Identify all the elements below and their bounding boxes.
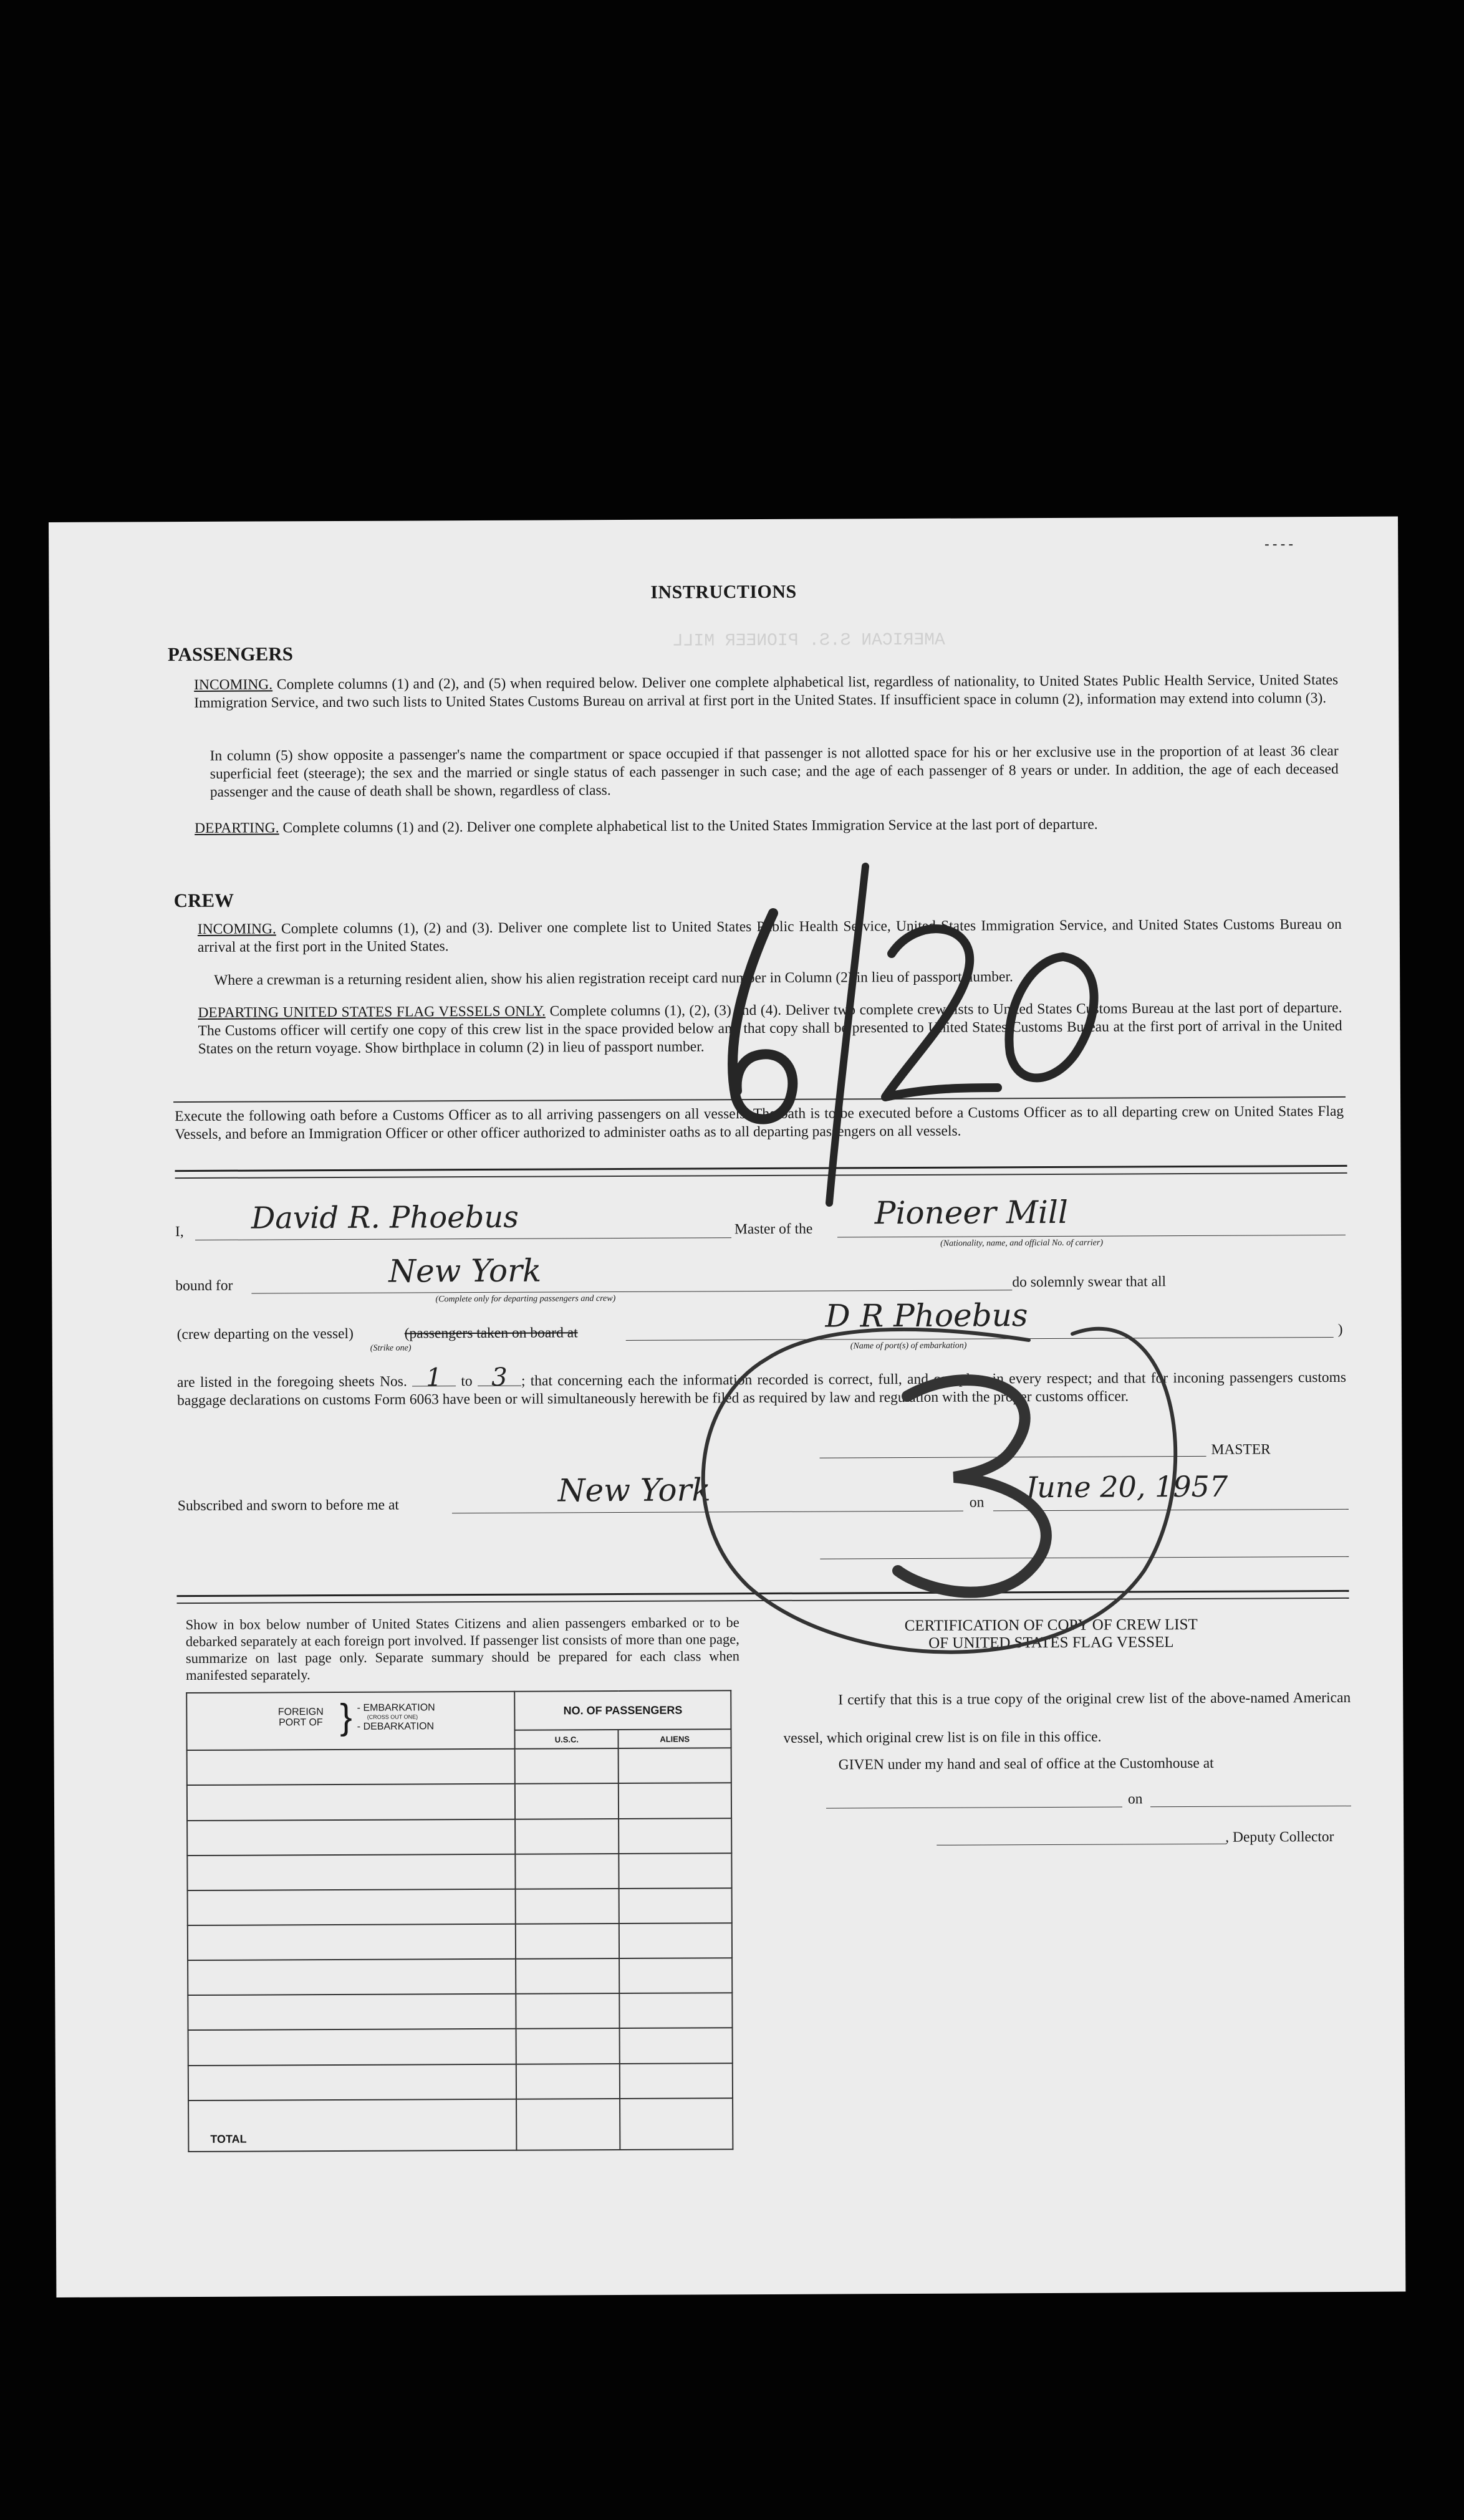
sheet-to: 3 (478, 1369, 521, 1386)
pencil-slash (829, 866, 865, 1203)
pencil-digit-3 (898, 1380, 1046, 1593)
subscribed-label: Subscribed and sworn to before me at (177, 1497, 399, 1515)
master-label: MASTER (1211, 1441, 1271, 1458)
certification-text-1: I certify that this is a true copy of the original crew list of the above-named American vessel, which original crew list is on file in this office. (783, 1689, 1351, 1746)
summary-text: Show in box below number of United States Citizens and alien passengers embarked or to be debarked separately at each foreign port involved. If passenger list consists of more than one page, summarize on last page only. Separate summary should be prepared for each class when manifested separately. (185, 1614, 740, 1684)
vessel-caption: (Nationality, name, and official No. of carrier) (940, 1238, 1104, 1248)
deputy-label: , Deputy Collector (1225, 1829, 1334, 1846)
certification-on-label: on (1127, 1791, 1143, 1808)
crew-departing-text: Complete columns (1), (2), (3) and (4). Deliver two complete crew lists to United States Customs Bureau at the last port of departure. The Customs officer will certify one copy of this crew list in the space provided below and that copy shall be presented to United States Customs Bureau at the first port of arrival in the United States on the return voyage. Show birthplace in column (2) in lieu of passport number. (198, 999, 1342, 1057)
sworn-on-label: on (969, 1494, 985, 1511)
oath-i-label: I, (175, 1224, 184, 1240)
aliens-header: ALIENS (619, 1729, 731, 1748)
pencil-digit-6 (733, 913, 792, 1119)
passengers-column5: In column (5) show opposite a passenger's name the compartment or space occupied if that passenger is not allotted space for his or her exclusive use in the proportion of at least 36 clear superficial feet (steerage); the sex and the married or single status of each passenger in such case; and the age of each passenger of 8 years or under. In addition, the age of each deceased passenger and the cause of death shall be shown, regardless of class. (209, 742, 1339, 800)
passengers-taken-text: (passengers taken on board at (404, 1325, 578, 1342)
embark-label: - EMBARKATION (357, 1702, 435, 1713)
swear-text: do solemnly swear that all (1012, 1273, 1167, 1291)
bound-for-value: New York (388, 1252, 542, 1290)
pencil-circle (703, 1329, 1175, 1652)
cross-out-label: (CROSS OUT ONE) (367, 1713, 418, 1720)
bleedthrough-text: AMERICAN S.S. PIONEER MILL (672, 630, 945, 651)
sheet-from: 1 (412, 1369, 456, 1386)
corner-mark: - - - - (1264, 535, 1294, 552)
total-label: TOTAL (188, 2099, 517, 2152)
crew-incoming-label: INCOMING. (197, 921, 276, 937)
port-value: D R Phoebus (825, 1297, 1028, 1334)
pencil-digit-0 (1009, 957, 1094, 1078)
strike-caption: (Strike one) (370, 1343, 412, 1353)
crew-incoming-text: Complete columns (1), (2) and (3). Deliver one complete list to United States Public Health Service, United States Immigration Service, and United States Customs Bureau on arrival at the first port in the United States. (197, 916, 1342, 956)
circled-number-mark (703, 1329, 1175, 1652)
bound-for-caption: (Complete only for departing passengers and crew) (435, 1294, 616, 1305)
certification-title-1: CERTIFICATION OF COPY OF CREW LIST (904, 1616, 1198, 1635)
to-label: to (461, 1373, 473, 1390)
certification-title-2: OF UNITED STATES FLAG VESSEL (928, 1634, 1174, 1652)
sworn-place: New York (557, 1472, 711, 1509)
pencil-digit-2 (885, 929, 998, 1097)
certification-text-2: GIVEN under my hand and seal of office at the Customhouse at (838, 1755, 1214, 1773)
crew-departing-label: DEPARTING UNITED STATES FLAG VESSELS ONLY. (198, 1003, 546, 1021)
port-caption: (Name of port(s) of embarkation) (850, 1341, 967, 1351)
debark-label: - DEBARKATION (357, 1720, 435, 1732)
crew-resident: Where a crewman is a returning resident alien, show his alien registration receipt card number in Column (2) in lieu of passport number. (214, 969, 1013, 989)
crew-heading: CREW (173, 889, 234, 912)
crew-departing-text: (crew departing on the vessel) (176, 1325, 354, 1343)
passengers-header: NO. OF PASSENGERS (515, 1690, 731, 1730)
close-paren: ) (1337, 1321, 1343, 1338)
foreign-port-label: FOREIGN PORT OF (277, 1707, 324, 1728)
usc-header: U.S.C. (515, 1730, 619, 1749)
passengers-incoming-text: Complete columns (1) and (2), and (5) when required below. Deliver one complete alphabetical list, regardless of nationality, to United States Public Health Service, United States Immigration Service, and two such lists to United States Customs Bureau on arrival at first port in the United States. If insufficient space in column (2), information may extend into column (3). (194, 671, 1339, 711)
large-number-mark (733, 866, 1094, 1203)
passengers-incoming-label: INCOMING. (194, 676, 273, 693)
bound-for-label: bound for (175, 1277, 233, 1295)
page-title: INSTRUCTIONS (650, 581, 797, 603)
master-of-label: Master of the (734, 1220, 813, 1238)
oath-instructions: Execute the following oath before a Customs Officer as to all arriving passengers on all vessels. The oath is to be executed before a Customs Officer as to all departing crew on United States Flag Vessels, and before an Immigration Officer or other officer authorized to administer oaths as to all departing passengers on all vessels. (175, 1103, 1344, 1143)
passengers-heading: PASSENGERS (167, 643, 293, 666)
passengers-departing-label: DEPARTING. (195, 820, 279, 836)
brace: } (340, 1696, 352, 1737)
passengers-departing-text: Complete columns (1) and (2). Deliver one complete alphabetical list to the United States Immigration Service at the last port of departure. (282, 816, 1098, 836)
listed-text-b: ; that concerning each the information recorded is correct, full, and complete in every respect; and that for inconing passengers customs baggage declarations on customs Form 6063 have been or will simultaneously herewith be filed as required by law and regulation with the proper customs officer. (177, 1369, 1347, 1409)
sworn-date: June 20, 1957 (1025, 1469, 1228, 1505)
listed-text-a: are listed in the foregoing sheets Nos. (176, 1373, 407, 1391)
master-name: David R. Phoebus (251, 1199, 519, 1236)
vessel-name: Pioneer Mill (874, 1194, 1069, 1232)
